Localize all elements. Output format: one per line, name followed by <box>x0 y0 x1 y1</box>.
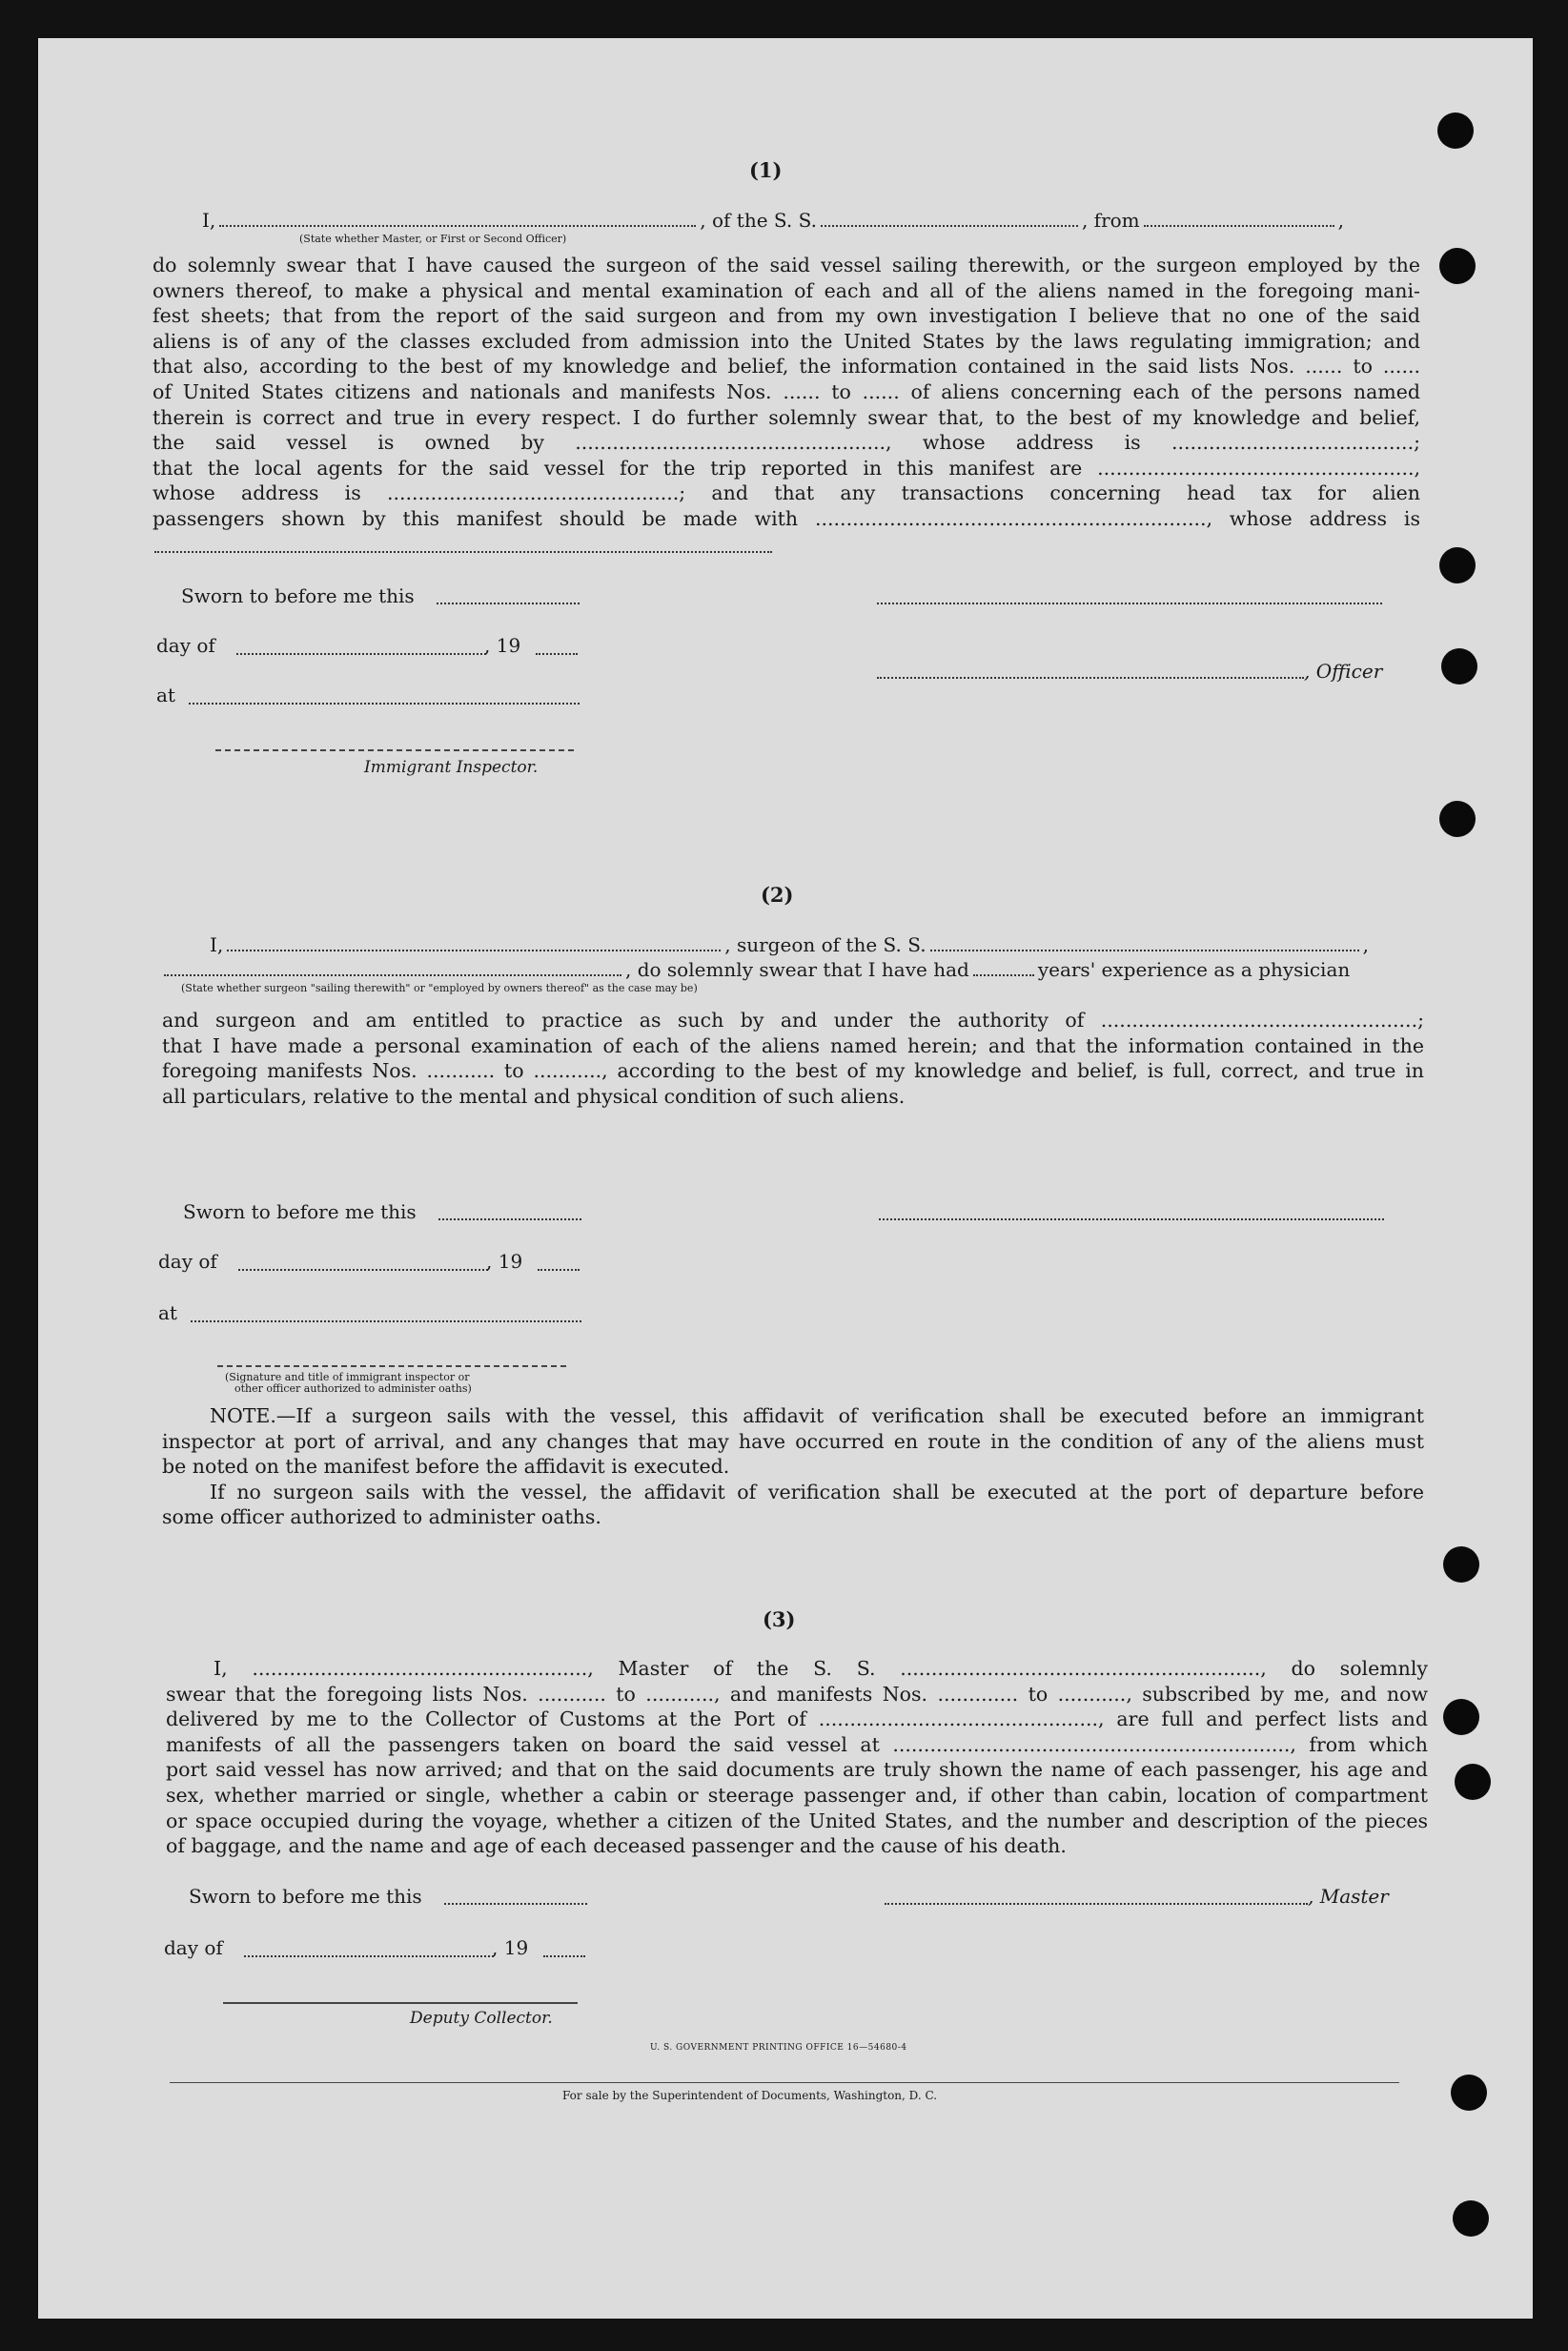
collector-signature-line[interactable] <box>223 2002 578 2004</box>
oath-line: therein is correct and true in every respect. I do further solemnly swear that, to the best of my knowledge and belief, <box>153 405 1420 429</box>
section-number: (1) <box>749 158 783 182</box>
punch-hole-icon <box>1437 112 1474 149</box>
month-field[interactable] <box>244 1955 494 1957</box>
punch-hole-icon <box>1439 547 1476 583</box>
year-label: , 19 <box>492 1936 529 1959</box>
surgeon-paragraph <box>162 1008 1424 1109</box>
years-field[interactable] <box>973 961 1034 976</box>
master-paragraph <box>166 1656 1428 1859</box>
punch-hole-icon <box>1441 648 1477 685</box>
sworn-day-field[interactable] <box>437 603 580 604</box>
punch-hole-icon <box>1453 2200 1489 2237</box>
oath-line: manifests of all the passengers taken on board the said vessel at ................................................................, from which <box>166 1732 1428 1756</box>
note-paragraph <box>162 1403 1424 1530</box>
collector-label: Deputy Collector. <box>410 2009 553 2028</box>
vessel-name-field[interactable] <box>930 936 1359 951</box>
oath-line: fest sheets; that from the report of the said surgeon and from my own investigation I believe that no one of the said <box>153 304 1420 328</box>
place-field[interactable] <box>191 1320 581 1322</box>
footer-rule <box>170 2082 1399 2083</box>
oath-line: whose address is ...............................................; and that any transactions concerning head tax for alien <box>153 481 1420 505</box>
day-of-label: day of <box>164 1936 223 1959</box>
oath-line: delivered by me to the Collector of Customs at the Port of ............................................., are full and perfect lists and <box>166 1707 1428 1731</box>
oath-line: sex, whether married or single, whether a cabin or steerage passenger and, if other than cabin, location of compartment <box>166 1783 1428 1807</box>
oath-line: I, ......................................................, Master of the S. S. .........................................................., do solemnly <box>214 1657 1428 1680</box>
oath-line: that the local agents for the said vessel for the trip reported in this manifest are ..................................................., <box>153 456 1420 480</box>
place-field[interactable] <box>189 703 580 705</box>
signature-line[interactable] <box>877 603 1382 604</box>
officer-label: , Officer <box>1304 660 1383 683</box>
note-line: If no surgeon sails with the vessel, the affidavit of verification shall be executed at the port of departure before <box>210 1480 1424 1503</box>
address-field[interactable] <box>154 551 772 553</box>
from-port-field[interactable] <box>1144 212 1334 227</box>
signature-caption: (Signature and title of immigrant inspector or <box>225 1371 470 1383</box>
oath-line: port said vessel has now arrived; and that on the said documents are truly shown the name of each passenger, his age and <box>166 1758 1428 1782</box>
year-field[interactable] <box>538 1269 580 1271</box>
sworn-day-field[interactable] <box>438 1218 581 1220</box>
oath-line: and surgeon and am entitled to practice as such by and under the authority of ...................................................; <box>162 1009 1424 1032</box>
master-label: , Master <box>1308 1885 1389 1908</box>
surgeon-intro-line: I, , surgeon of the S. S. , <box>210 933 1369 956</box>
punch-hole-icon <box>1439 248 1476 284</box>
year-label: , 19 <box>486 1250 523 1273</box>
inspector-signature-line[interactable] <box>217 1365 566 1367</box>
sworn-day-field[interactable] <box>444 1903 587 1905</box>
day-of-label: day of <box>156 634 215 657</box>
surgeon-name-field[interactable] <box>227 936 721 951</box>
oath-line: all particulars, relative to the mental and physical condition of such aliens. <box>162 1084 906 1108</box>
vessel-name-field[interactable] <box>821 212 1078 227</box>
oath-line: foregoing manifests Nos. ........... to ..........., according to the best of my knowledge and belief, is full, correct, and true in <box>162 1059 1424 1083</box>
note-line: inspector at port of arrival, and any changes that may have occurred en route in the condition of any of the aliens must <box>162 1429 1424 1453</box>
sworn-label: Sworn to before me this <box>181 584 415 607</box>
oath-line: the said vessel is owned by .................................................., whose address is .......................................; <box>153 431 1420 455</box>
signature-caption: other officer authorized to administer oaths) <box>234 1382 472 1395</box>
oath-line: or space occupied during the voyage, whether a citizen of the United States, and the number and description of the pieces <box>166 1809 1428 1832</box>
form-page <box>38 38 1533 2319</box>
oath-line: of United States citizens and nationals and manifests Nos. ...... to ...... of aliens concerning each of the persons named <box>153 379 1420 403</box>
oath-intro-line: I, , of the S. S. , from , <box>202 209 1344 232</box>
punch-hole-icon <box>1455 1764 1491 1800</box>
note-line: be noted on the manifest before the affidavit is executed. <box>162 1455 730 1479</box>
section-number: (3) <box>763 1607 796 1631</box>
oath-line: aliens is of any of the classes excluded from admission into the United States by the laws regulating immigration; and <box>153 329 1420 353</box>
punch-hole-icon <box>1451 2075 1487 2111</box>
oath-line: that also, according to the best of my knowledge and belief, the information contained in the said lists Nos. ...... to ...... <box>153 355 1420 378</box>
year-field[interactable] <box>543 1955 585 1957</box>
field-caption: (State whether Master, or First or Second Officer) <box>299 233 567 245</box>
surgeon-swear-line: , do solemnly swear that I have had years' experience as a physician <box>160 957 1350 982</box>
oath-line: passengers shown by this manifest should be made with ..............................................................., whose address is <box>153 506 1420 530</box>
surgeon-type-field[interactable] <box>164 961 621 976</box>
month-field[interactable] <box>236 653 486 655</box>
master-signature-field[interactable] <box>885 1903 1308 1905</box>
section-number: (2) <box>761 883 794 907</box>
punch-hole-icon <box>1443 1546 1479 1583</box>
officer-signature-field[interactable] <box>877 677 1304 679</box>
oath-line: swear that the foregoing lists Nos. ........... to ..........., and manifests Nos. ............. to ..........., subscribed by me, and now <box>166 1682 1428 1706</box>
note-line: some officer authorized to administer oaths. <box>162 1505 601 1529</box>
inspector-signature-line[interactable] <box>215 749 574 751</box>
punch-hole-icon <box>1443 1699 1479 1735</box>
at-label: at <box>156 684 175 706</box>
field-caption: (State whether surgeon "sailing therewith" or "employed by owners thereof" as the case may be) <box>181 982 698 994</box>
sale-notice: For sale by the Superintendent of Documents, Washington, D. C. <box>562 2089 938 2102</box>
punch-hole-icon <box>1439 801 1476 837</box>
sworn-label: Sworn to before me this <box>183 1200 417 1223</box>
oath-line: owners thereof, to make a physical and mental examination of each and all of the aliens named in the foregoing mani- <box>153 278 1420 302</box>
sworn-label: Sworn to before me this <box>189 1885 422 1908</box>
signature-line[interactable] <box>879 1218 1384 1220</box>
day-of-label: day of <box>158 1250 217 1273</box>
oath-line: do solemnly swear that I have caused the surgeon of the said vessel sailing therewith, or the surgeon employed by the <box>153 254 1420 276</box>
note-line: NOTE.—If a surgeon sails with the vessel, this affidavit of verification shall be executed before an immigrant <box>210 1404 1424 1427</box>
officer-name-field[interactable] <box>219 212 696 227</box>
year-label: , 19 <box>484 634 521 657</box>
month-field[interactable] <box>238 1269 488 1271</box>
oath-line: that I have made a personal examination of each of the aliens named herein; and that the information contained in the <box>162 1033 1424 1057</box>
printer-imprint: U. S. GOVERNMENT PRINTING OFFICE 16—54680-4 <box>650 2043 907 2053</box>
year-field[interactable] <box>536 653 578 655</box>
inspector-label: Immigrant Inspector. <box>364 758 539 777</box>
oath-line: of baggage, and the name and age of each deceased passenger and the cause of his death. <box>166 1834 1067 1858</box>
oath-paragraph <box>153 253 1420 532</box>
at-label: at <box>158 1301 177 1324</box>
